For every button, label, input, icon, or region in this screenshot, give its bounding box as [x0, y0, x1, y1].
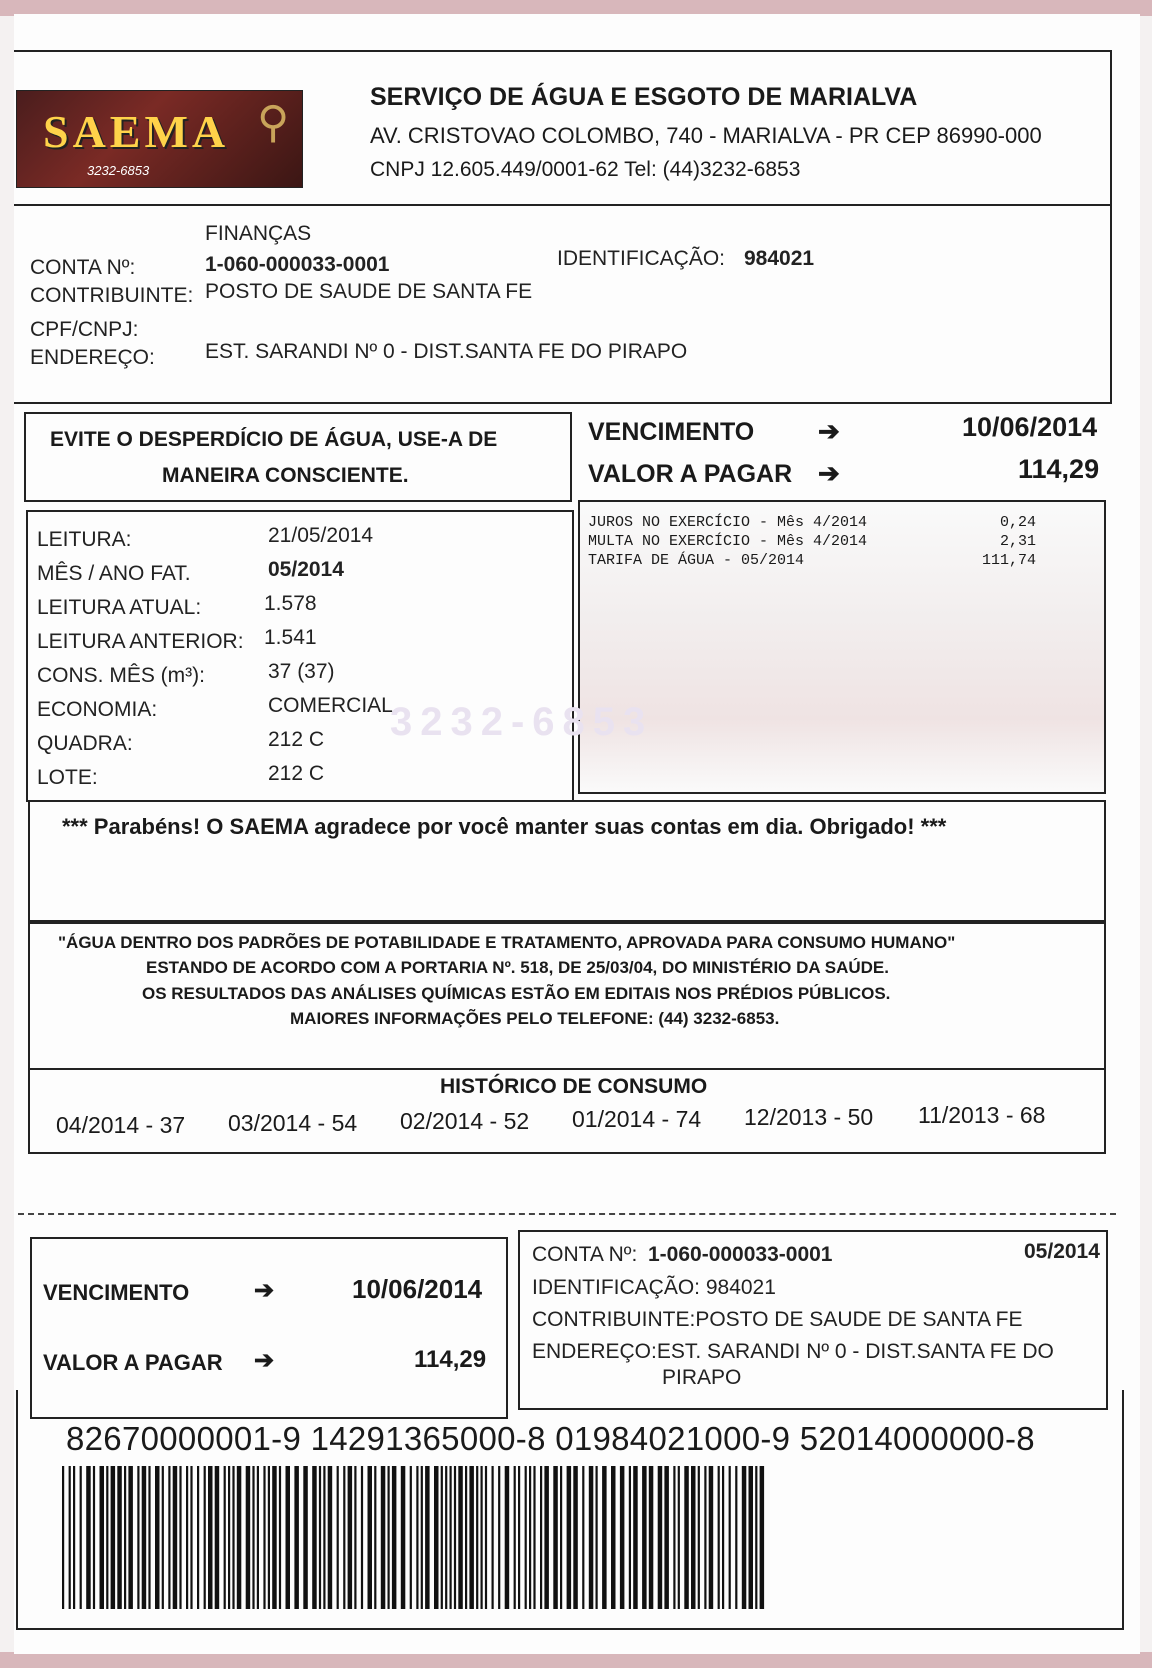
- quality-line2: ESTANDO DE ACORDO COM A PORTARIA Nº. 518, DE 25/03/04, DO MINISTÉRIO DA SAÚDE.: [146, 958, 889, 977]
- reading-box: [26, 510, 574, 802]
- venc-label: VENCIMENTO: [588, 418, 755, 446]
- stub-contrib: CONTRIBUINTE:POSTO DE SAUDE DE SANTA FE: [532, 1308, 1023, 1331]
- stub-ident: IDENTIFICAÇÃO: 984021: [532, 1276, 776, 1299]
- faucet-icon: ⚲: [257, 98, 290, 147]
- conta-value: 1-060-000033-0001: [205, 253, 390, 276]
- venc-value: 10/06/2014: [962, 412, 1098, 442]
- logo-text: SAEMA: [43, 106, 230, 157]
- reading-value: 1.578: [264, 592, 317, 615]
- ident-label: IDENTIFICAÇÃO:: [557, 247, 726, 270]
- org-cnpj-tel: CNPJ 12.605.449/0001-62 Tel: (44)3232-6853: [370, 158, 801, 181]
- outer-frame: [16, 1390, 1124, 1630]
- ident-value: 984021: [744, 247, 815, 270]
- history-item: 11/2013 - 68: [918, 1102, 1046, 1128]
- saema-logo: [16, 90, 303, 188]
- cpf-label: CPF/CNPJ:: [30, 318, 139, 341]
- history-item: 01/2014 - 74: [572, 1106, 702, 1132]
- notice-box: [24, 412, 572, 502]
- quality-line4: MAIORES INFORMAÇÕES PELO TELEFONE: (44) 3232-6853.: [290, 1009, 780, 1028]
- cut-line: [18, 1213, 1116, 1215]
- barcode-digits: 82670000001-9 14291365000-8 01984021000-9 52014000000-8: [66, 1420, 1035, 1457]
- history-item: 02/2014 - 52: [400, 1108, 530, 1134]
- charge-value: 111,74: [981, 552, 1036, 569]
- reading-label: MÊS / ANO FAT.: [37, 562, 191, 585]
- history-item: 04/2014 - 37: [56, 1112, 186, 1138]
- stub-endereco-cont: PIRAPO: [662, 1366, 742, 1389]
- stub-endereco: ENDEREÇO:EST. SARANDI Nº 0 - DIST.SANTA FE DO: [532, 1340, 1054, 1363]
- contrib-value: POSTO DE SAUDE DE SANTA FE: [205, 280, 533, 303]
- reading-label: LEITURA:: [37, 528, 132, 551]
- history-title: HISTÓRICO DE CONSUMO: [440, 1075, 708, 1098]
- charge-value: 0,24: [999, 514, 1036, 531]
- charge-description: TARIFA DE ÁGUA - 05/2014: [588, 552, 805, 569]
- charge-description: MULTA NO EXERCÍCIO - Mês 4/2014: [588, 533, 868, 550]
- reading-value: 21/05/2014: [268, 524, 374, 547]
- stub-valor-value: 114,29: [414, 1346, 487, 1373]
- valor-label: VALOR A PAGAR: [588, 460, 793, 488]
- reading-label: CONS. MÊS (m³):: [37, 664, 205, 687]
- reading-label: ECONOMIA:: [37, 698, 158, 721]
- scan-bottom-band: [0, 1652, 1152, 1668]
- history-item: 03/2014 - 54: [228, 1110, 358, 1136]
- notice-line2: MANEIRA CONSCIENTE.: [162, 464, 409, 487]
- endereco-label: ENDEREÇO:: [30, 346, 155, 369]
- stub-valor-label: VALOR A PAGAR: [43, 1350, 223, 1375]
- reading-value: 212 C: [268, 728, 325, 751]
- reading-value: COMERCIAL: [268, 694, 393, 717]
- reading-value: 1.541: [264, 626, 317, 649]
- charge-value: 2,31: [999, 533, 1036, 550]
- stub-conta-label: CONTA Nº:: [532, 1243, 638, 1266]
- stub-month: 05/2014: [1024, 1240, 1100, 1263]
- reading-value: 05/2014: [268, 558, 344, 581]
- charge-description: JUROS NO EXERCÍCIO - Mês 4/2014: [588, 514, 868, 531]
- notice-line1: EVITE O DESPERDÍCIO DE ÁGUA, USE-A DE: [50, 428, 498, 451]
- thanks-message: *** Parabéns! O SAEMA agradece por você manter suas contas em dia. Obrigado! ***: [62, 814, 947, 839]
- org-address: AV. CRISTOVAO COLOMBO, 740 - MARIALVA - PR CEP 86990-000: [370, 123, 1042, 148]
- stub-valor-arrow-icon: ➔: [254, 1347, 275, 1374]
- venc-arrow-icon: ➔: [818, 416, 840, 446]
- reading-label: LOTE:: [37, 766, 98, 789]
- reading-label: LEITURA ANTERIOR:: [37, 630, 244, 653]
- quality-line3: OS RESULTADOS DAS ANÁLISES QUÍMICAS ESTÃO EM EDITAIS NOS PRÉDIOS PÚBLICOS.: [142, 984, 891, 1003]
- conta-label: CONTA Nº:: [30, 256, 136, 279]
- reading-label: LEITURA ATUAL:: [37, 596, 202, 619]
- stub-venc-value: 10/06/2014: [352, 1274, 483, 1304]
- account-category: FINANÇAS: [205, 222, 312, 245]
- valor-value: 114,29: [1018, 454, 1100, 484]
- quality-line1: "ÁGUA DENTRO DOS PADRÕES DE POTABILIDADE E TRATAMENTO, APROVADA PARA CONSUMO HUMANO": [58, 933, 956, 952]
- contrib-label: CONTRIBUINTE:: [30, 284, 194, 307]
- valor-arrow-icon: ➔: [818, 458, 840, 488]
- reading-value: 212 C: [268, 762, 325, 785]
- reading-label: QUADRA:: [37, 732, 133, 755]
- org-name: SERVIÇO DE ÁGUA E ESGOTO DE MARIALVA: [370, 83, 918, 111]
- stub-venc-label: VENCIMENTO: [43, 1280, 190, 1305]
- stub-conta-value: 1-060-000033-0001: [648, 1243, 833, 1266]
- reading-value: 37 (37): [268, 660, 335, 683]
- endereco-value: EST. SARANDI Nº 0 - DIST.SANTA FE DO PIRAPO: [205, 340, 688, 363]
- charges-watermark: 3232-6853: [390, 700, 654, 744]
- stub-venc-arrow-icon: ➔: [254, 1277, 275, 1304]
- history-item: 12/2013 - 50: [744, 1104, 874, 1130]
- logo-phone: 3232-6853: [87, 163, 150, 178]
